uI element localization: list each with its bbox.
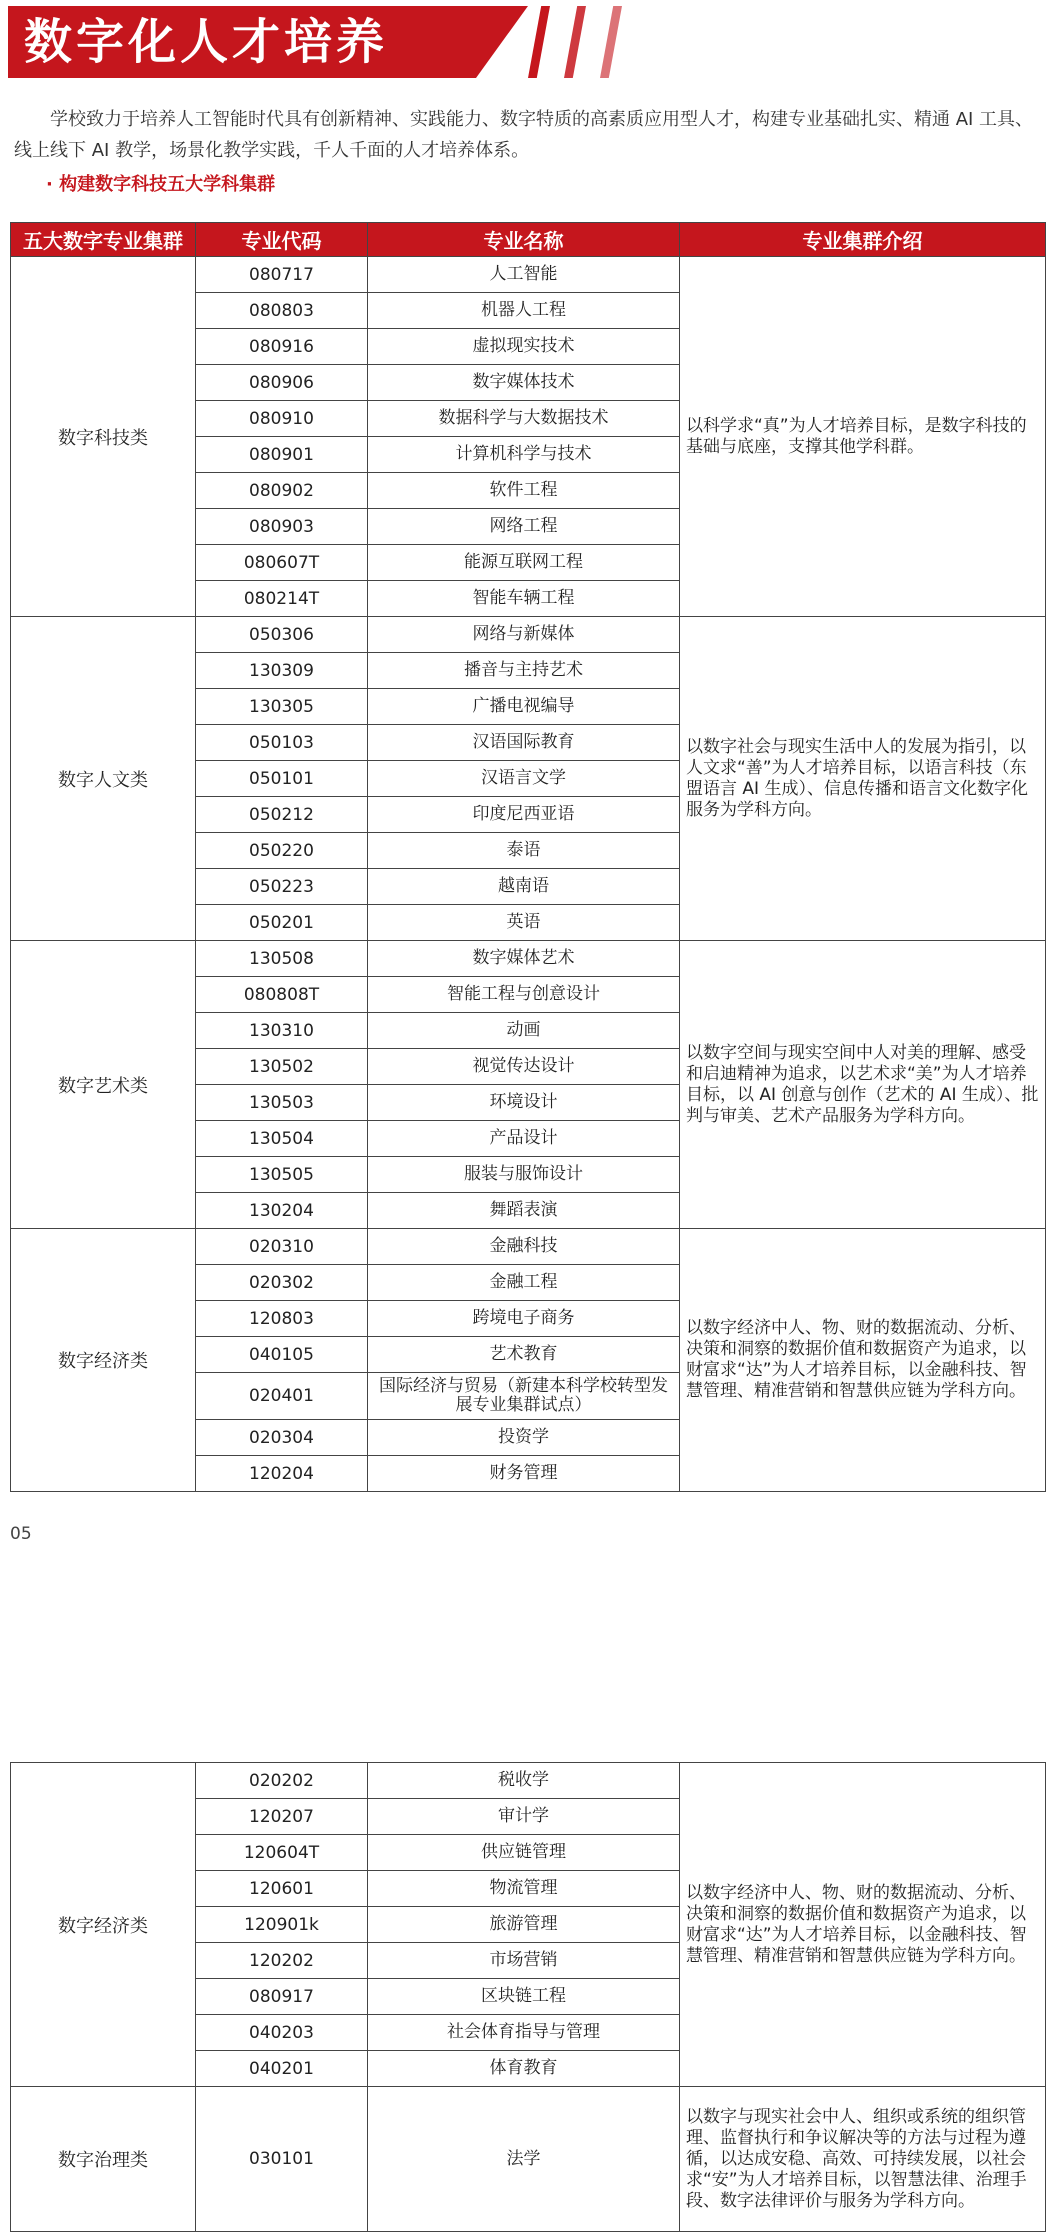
major-name-cell: 数字媒体艺术 [368, 941, 680, 977]
major-code-cell: 050220 [196, 833, 368, 869]
major-name-cell: 审计学 [368, 1799, 680, 1835]
major-name-cell: 能源互联网工程 [368, 545, 680, 581]
major-name-cell: 智能工程与创意设计 [368, 977, 680, 1013]
major-name-cell: 计算机科学与技术 [368, 437, 680, 473]
major-code-cell: 080903 [196, 509, 368, 545]
major-name-cell: 虚拟现实技术 [368, 329, 680, 365]
major-name-cell: 税收学 [368, 1763, 680, 1799]
major-code-cell: 130305 [196, 689, 368, 725]
major-name-cell: 市场营销 [368, 1943, 680, 1979]
major-code-cell: 050103 [196, 725, 368, 761]
major-code-cell: 020310 [196, 1229, 368, 1265]
page-title: 数字化人才培养 [24, 14, 389, 70]
cluster-intro-cell: 以数字空间与现实空间中人对美的理解、感受和启迪精神为追求，以艺术求“美”为人才培养目标，以 AI 创意与创作（艺术的 AI 生成）、批判与审美、艺术产品服务为学科方向。 [680, 941, 1046, 1229]
major-code-cell: 130204 [196, 1193, 368, 1229]
major-code-cell: 080901 [196, 437, 368, 473]
major-name-cell: 汉语国际教育 [368, 725, 680, 761]
header-code: 专业代码 [196, 223, 368, 257]
major-name-cell: 网络工程 [368, 509, 680, 545]
header-name: 专业名称 [368, 223, 680, 257]
major-code-cell: 020304 [196, 1420, 368, 1456]
header-cluster: 五大数字专业集群 [11, 223, 196, 257]
major-code-cell: 120207 [196, 1799, 368, 1835]
cluster-intro-cell: 以数字经济中人、物、财的数据流动、分析、决策和洞察的数据价值和数据资产为追求，以财富求“达”为人才培养目标，以金融科技、智慧管理、精准营销和智慧供应链为学科方向。 [680, 1229, 1046, 1492]
major-code-cell: 080607T [196, 545, 368, 581]
major-name-cell: 艺术教育 [368, 1337, 680, 1373]
page-number: 05 [10, 1524, 32, 1544]
banner-stripe [564, 6, 586, 78]
major-name-cell: 产品设计 [368, 1121, 680, 1157]
table-row [11, 257, 1046, 293]
table-body [11, 257, 1046, 1492]
cluster-name-cell: 数字人文类 [11, 617, 196, 941]
major-name-cell: 广播电视编导 [368, 689, 680, 725]
major-code-cell: 080803 [196, 293, 368, 329]
major-name-cell: 泰语 [368, 833, 680, 869]
majors-table-continued [10, 1762, 1046, 2232]
major-code-cell: 020202 [196, 1763, 368, 1799]
major-name-cell: 社会体育指导与管理 [368, 2015, 680, 2051]
banner-stripe [600, 6, 622, 78]
major-code-cell: 080717 [196, 257, 368, 293]
major-name-cell: 体育教育 [368, 2051, 680, 2087]
major-name-cell: 投资学 [368, 1420, 680, 1456]
cluster-name-cell: 数字经济类 [11, 1763, 196, 2087]
major-code-cell: 050101 [196, 761, 368, 797]
major-name-cell: 供应链管理 [368, 1835, 680, 1871]
major-name-cell: 金融科技 [368, 1229, 680, 1265]
major-code-cell: 040105 [196, 1337, 368, 1373]
table-row [11, 1229, 1046, 1265]
major-code-cell: 080808T [196, 977, 368, 1013]
major-name-cell: 财务管理 [368, 1456, 680, 1492]
major-name-cell: 金融工程 [368, 1265, 680, 1301]
major-name-cell: 服装与服饰设计 [368, 1157, 680, 1193]
major-name-cell: 智能车辆工程 [368, 581, 680, 617]
major-name-cell: 数字媒体技术 [368, 365, 680, 401]
major-code-cell: 120601 [196, 1871, 368, 1907]
major-code-cell: 130505 [196, 1157, 368, 1193]
major-name-cell: 舞蹈表演 [368, 1193, 680, 1229]
cluster-intro-cell: 以数字社会与现实生活中人的发展为指引，以人文求“善”为人才培养目标，以语言科技（东盟语言 AI 生成）、信息传播和语言文化数字化服务为学科方向。 [680, 617, 1046, 941]
major-code-cell: 120604T [196, 1835, 368, 1871]
major-name-cell: 印度尼西亚语 [368, 797, 680, 833]
major-name-cell: 数据科学与大数据技术 [368, 401, 680, 437]
major-name-cell: 旅游管理 [368, 1907, 680, 1943]
intro-paragraph: 学校致力于培养人工智能时代具有创新精神、实践能力、数字特质的高素质应用型人才，构建专业基础扎实、精通 AI 工具、线上线下 AI 教学，场景化教学实践，千人千面的人才培养体系。 [14, 109, 1034, 161]
major-code-cell: 050306 [196, 617, 368, 653]
cluster-intro-cell: 以数字经济中人、物、财的数据流动、分析、决策和洞察的数据价值和数据资产为追求，以财富求“达”为人才培养目标，以金融科技、智慧管理、精准营销和智慧供应链为学科方向。 [680, 1763, 1046, 2087]
major-code-cell: 040203 [196, 2015, 368, 2051]
major-code-cell: 130504 [196, 1121, 368, 1157]
title-banner [8, 2, 628, 80]
major-code-cell: 080902 [196, 473, 368, 509]
major-name-cell: 动画 [368, 1013, 680, 1049]
major-code-cell: 130309 [196, 653, 368, 689]
major-code-cell: 130310 [196, 1013, 368, 1049]
major-name-cell: 英语 [368, 905, 680, 941]
major-code-cell: 130508 [196, 941, 368, 977]
major-name-cell: 跨境电子商务 [368, 1301, 680, 1337]
table-row [11, 617, 1046, 653]
header-intro: 专业集群介绍 [680, 223, 1046, 257]
major-code-cell: 080214T [196, 581, 368, 617]
major-name-cell: 法学 [368, 2087, 680, 2232]
cluster-name-cell: 数字科技类 [11, 257, 196, 617]
major-code-cell: 120204 [196, 1456, 368, 1492]
table-row [11, 941, 1046, 977]
major-code-cell: 050212 [196, 797, 368, 833]
major-code-cell: 080910 [196, 401, 368, 437]
major-name-cell: 越南语 [368, 869, 680, 905]
major-code-cell: 130503 [196, 1085, 368, 1121]
major-name-cell: 人工智能 [368, 257, 680, 293]
table-body [11, 1763, 1046, 2232]
major-name-cell: 网络与新媒体 [368, 617, 680, 653]
major-name-cell: 物流管理 [368, 1871, 680, 1907]
major-code-cell: 050223 [196, 869, 368, 905]
major-code-cell: 120901k [196, 1907, 368, 1943]
major-code-cell: 030101 [196, 2087, 368, 2232]
cluster-name-cell: 数字艺术类 [11, 941, 196, 1229]
cluster-name-cell: 数字经济类 [11, 1229, 196, 1492]
major-name-cell: 区块链工程 [368, 1979, 680, 2015]
major-name-cell: 视觉传达设计 [368, 1049, 680, 1085]
major-name-cell: 环境设计 [368, 1085, 680, 1121]
major-name-cell: 国际经济与贸易（新建本科学校转型发展专业集群试点） [368, 1373, 680, 1420]
major-code-cell: 080906 [196, 365, 368, 401]
major-code-cell: 120803 [196, 1301, 368, 1337]
major-code-cell: 020302 [196, 1265, 368, 1301]
major-name-cell: 播音与主持艺术 [368, 653, 680, 689]
table-row [11, 1763, 1046, 1799]
banner-stripe [528, 6, 550, 78]
major-name-cell: 机器人工程 [368, 293, 680, 329]
major-code-cell: 080916 [196, 329, 368, 365]
major-code-cell: 120202 [196, 1943, 368, 1979]
major-name-cell: 软件工程 [368, 473, 680, 509]
table-row [11, 2087, 1046, 2232]
cluster-intro-cell: 以数字与现实社会中人、组织或系统的组织管理、监督执行和争议解决等的方法与过程为遵循，以达成安稳、高效、可持续发展，以社会求“安”为人才培养目标，以智慧法律、治理手段、数字法律评价与服务为学科方向。 [680, 2087, 1046, 2232]
cluster-name-cell: 数字治理类 [11, 2087, 196, 2232]
majors-table [10, 222, 1046, 1492]
table-header-row [11, 223, 1046, 257]
major-code-cell: 020401 [196, 1373, 368, 1420]
major-code-cell: 050201 [196, 905, 368, 941]
major-name-cell: 汉语言文学 [368, 761, 680, 797]
major-code-cell: 040201 [196, 2051, 368, 2087]
major-code-cell: 130502 [196, 1049, 368, 1085]
major-code-cell: 080917 [196, 1979, 368, 2015]
cluster-intro-cell: 以科学求“真”为人才培养目标，是数字科技的基础与底座，支撑其他学科群。 [680, 257, 1046, 617]
section-subheading: · 构建数字科技五大学科集群 [46, 174, 276, 195]
